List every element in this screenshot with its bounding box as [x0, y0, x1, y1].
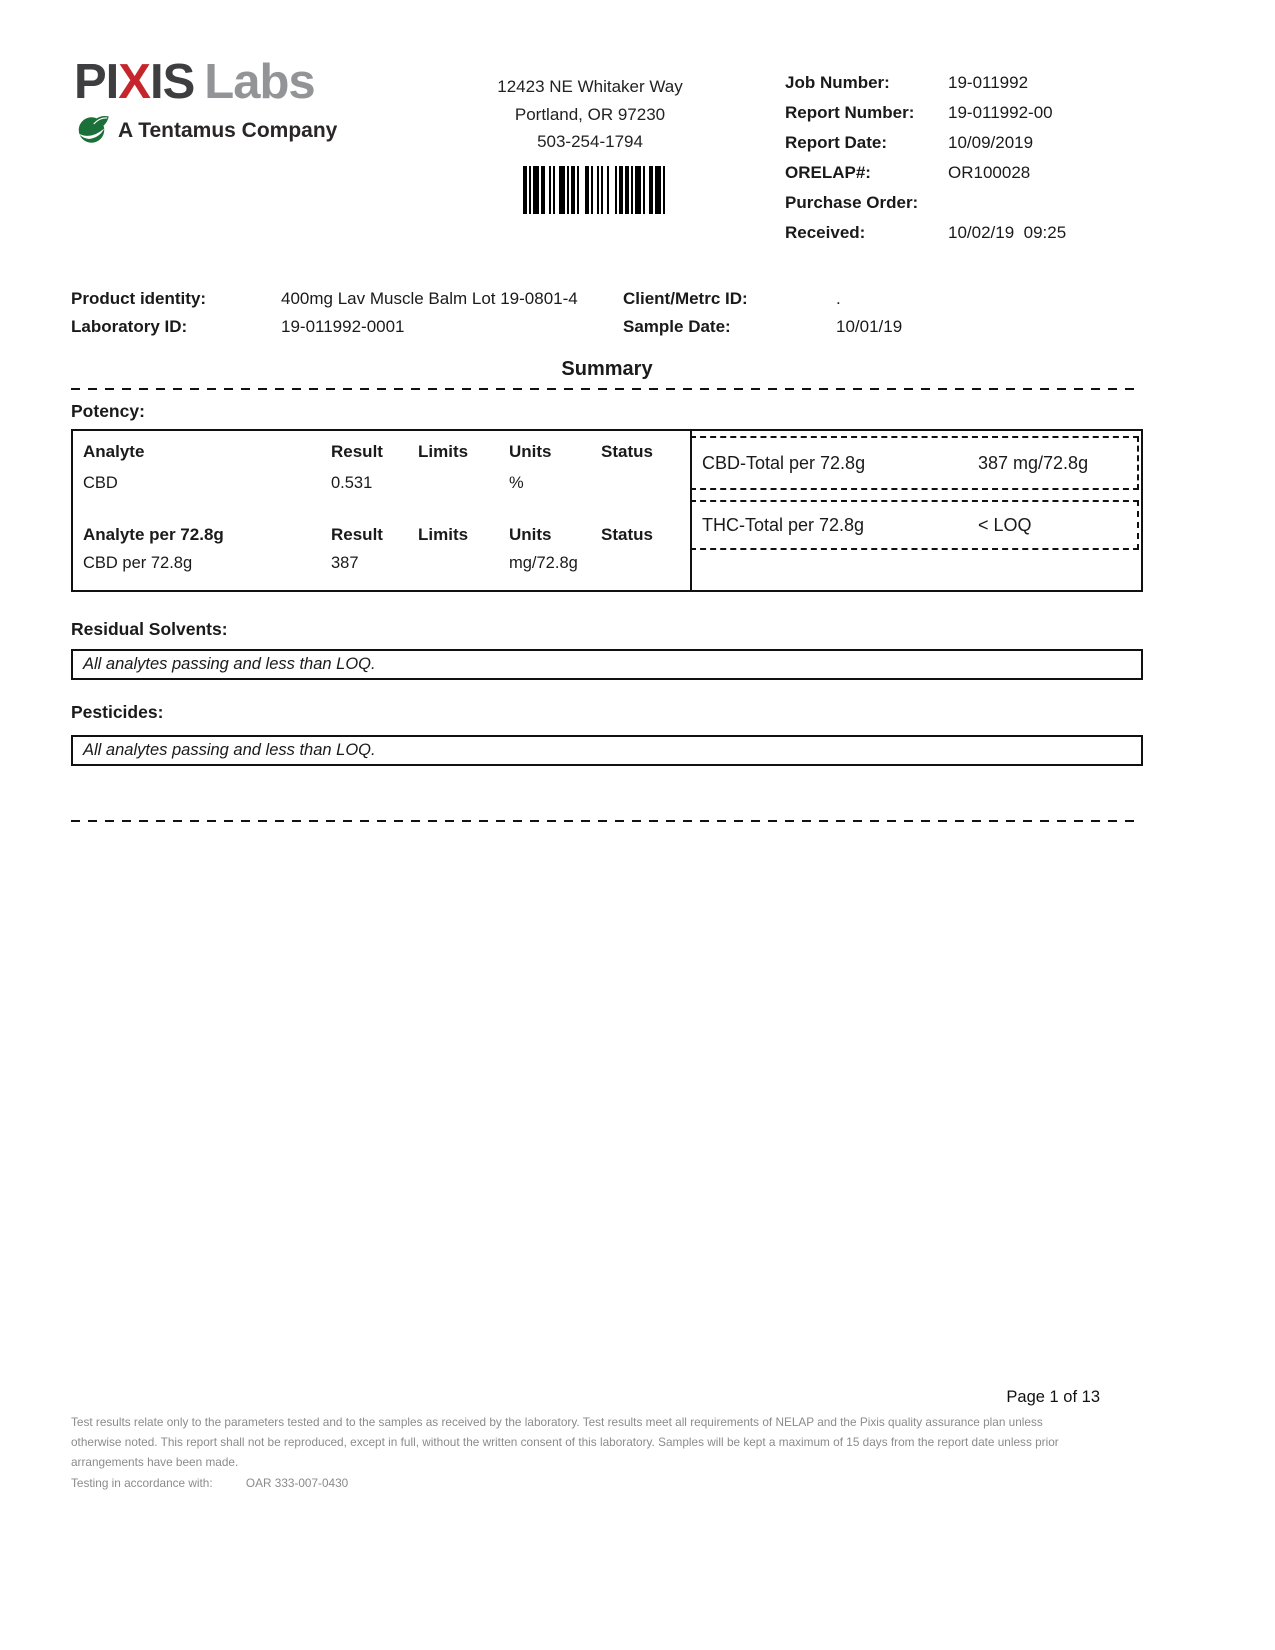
- pixis-labs-logo: [74, 55, 338, 149]
- residual-solvents-note: All analytes passing and less than LOQ.: [83, 655, 376, 673]
- accordance-value: OAR 333-007-0430: [245, 1476, 349, 1490]
- job-number-label: Job Number:: [785, 73, 890, 92]
- job-number-row: [785, 73, 1205, 103]
- tentamus-leaf-icon: [78, 113, 111, 149]
- report-number-label: Report Number:: [785, 103, 915, 122]
- logo-tagline: [78, 113, 337, 149]
- potency-table1-header: [73, 442, 688, 462]
- thc-total-label: THC-Total per 72.8g: [702, 514, 865, 535]
- cbd-total-label: CBD-Total per 72.8g: [702, 452, 866, 473]
- cbd-total-box: [690, 436, 1139, 490]
- col-analyte-per: Analyte per 72.8g: [83, 525, 224, 544]
- client-metrc-value: .: [836, 289, 841, 308]
- dashed-separator-top: [71, 388, 1136, 390]
- sample-row-1: [71, 289, 1143, 317]
- col-analyte: Analyte: [83, 442, 145, 461]
- logo-text-pi: PI: [74, 55, 119, 109]
- accordance-label: Testing in accordance with:: [71, 1476, 213, 1490]
- job-info-block: [785, 73, 1205, 253]
- report-date-label: Report Date:: [785, 133, 888, 152]
- report-number-row: [785, 103, 1205, 133]
- cell-units: %: [509, 474, 524, 492]
- dashed-separator-bottom: [71, 820, 1136, 822]
- accordance-line: [71, 1476, 348, 1490]
- sample-row-2: [71, 317, 1143, 345]
- thc-total-box: [690, 500, 1139, 550]
- residual-solvents-box: [71, 649, 1143, 680]
- received-value: 10/02/19 09:25: [948, 223, 1067, 242]
- potency-table1-row: [73, 474, 688, 494]
- sample-date-label: Sample Date:: [623, 317, 731, 336]
- laboratory-id-value: 19-011992-0001: [281, 317, 405, 336]
- cell-result: 387: [331, 554, 359, 572]
- footer-disclaimer: Test results relate only to the parameters tested and to the samples as received by the laboratory. Test results meet all requirements of NELAP and the Pixis quality assurance plan unless otherwise noted. This report shall not be reproduced, except in full, without the written consent of this laboratory. Samples will be kept a maximum of 15 days from the report date unless prior arrangements have been made.: [71, 1415, 1059, 1469]
- residual-solvents-heading: Residual Solvents:: [71, 619, 228, 639]
- product-identity-value: 400mg Lav Muscle Balm Lot 19-0801-4: [281, 289, 578, 308]
- logo-text-x: X: [118, 55, 150, 109]
- received-row: [785, 223, 1205, 253]
- received-label: Received:: [785, 223, 866, 242]
- col-units: Units: [509, 442, 552, 461]
- col-status: Status: [601, 442, 653, 461]
- col-limits: Limits: [418, 525, 469, 544]
- cell-analyte-per: CBD per 72.8g: [83, 554, 193, 572]
- thc-total-value: < LOQ: [978, 514, 1032, 535]
- pesticides-note: All analytes passing and less than LOQ.: [83, 741, 376, 759]
- laboratory-id-label: Laboratory ID:: [71, 317, 188, 336]
- col-result: Result: [331, 442, 383, 461]
- logo-wordmark: [74, 55, 337, 109]
- logo-text-is: IS: [149, 55, 195, 109]
- pesticides-box: [71, 735, 1143, 766]
- barcode: [523, 166, 669, 214]
- potency-results-box: [71, 429, 1143, 592]
- potency-heading: Potency:: [71, 401, 145, 421]
- report-number-value: 19-011992-00: [948, 103, 1053, 122]
- purchase-order-row: [785, 193, 1205, 223]
- potency-table2-header: [73, 525, 688, 545]
- summary-title: Summary: [561, 358, 653, 380]
- orelap-label: ORELAP#:: [785, 163, 871, 182]
- pesticides-heading: Pesticides:: [71, 702, 164, 722]
- page-number: Page 1 of 13: [1006, 1388, 1100, 1406]
- potency-table2-row: [73, 554, 688, 574]
- cell-result: 0.531: [331, 474, 373, 492]
- report-date-value: 10/09/2019: [948, 133, 1034, 152]
- col-result: Result: [331, 525, 383, 544]
- cell-units: mg/72.8g: [509, 554, 578, 572]
- report-date-row: [785, 133, 1205, 163]
- cbd-total-value: 387 mg/72.8g: [978, 452, 1089, 473]
- purchase-order-label: Purchase Order:: [785, 193, 919, 212]
- orelap-value: OR100028: [948, 163, 1031, 182]
- sample-date-value: 10/01/19: [836, 317, 903, 336]
- job-number-value: 19-011992: [948, 73, 1029, 92]
- address-line-3: 503-254-1794: [537, 132, 643, 152]
- orelap-row: [785, 163, 1205, 193]
- lab-address: [440, 73, 740, 156]
- address-line-1: 12423 NE Whitaker Way: [497, 77, 683, 96]
- logo-text-labs: Labs: [204, 55, 315, 109]
- col-status: Status: [601, 525, 653, 544]
- logo-tagline-text: A Tentamus Company: [118, 119, 338, 142]
- sample-identity-block: [71, 289, 1143, 345]
- address-line-2: Portland, OR 97230: [514, 104, 666, 124]
- client-metrc-label: Client/Metrc ID:: [623, 289, 748, 308]
- col-units: Units: [509, 525, 552, 544]
- cell-analyte: CBD: [83, 474, 118, 492]
- product-identity-label: Product identity:: [71, 289, 207, 308]
- col-limits: Limits: [418, 442, 469, 461]
